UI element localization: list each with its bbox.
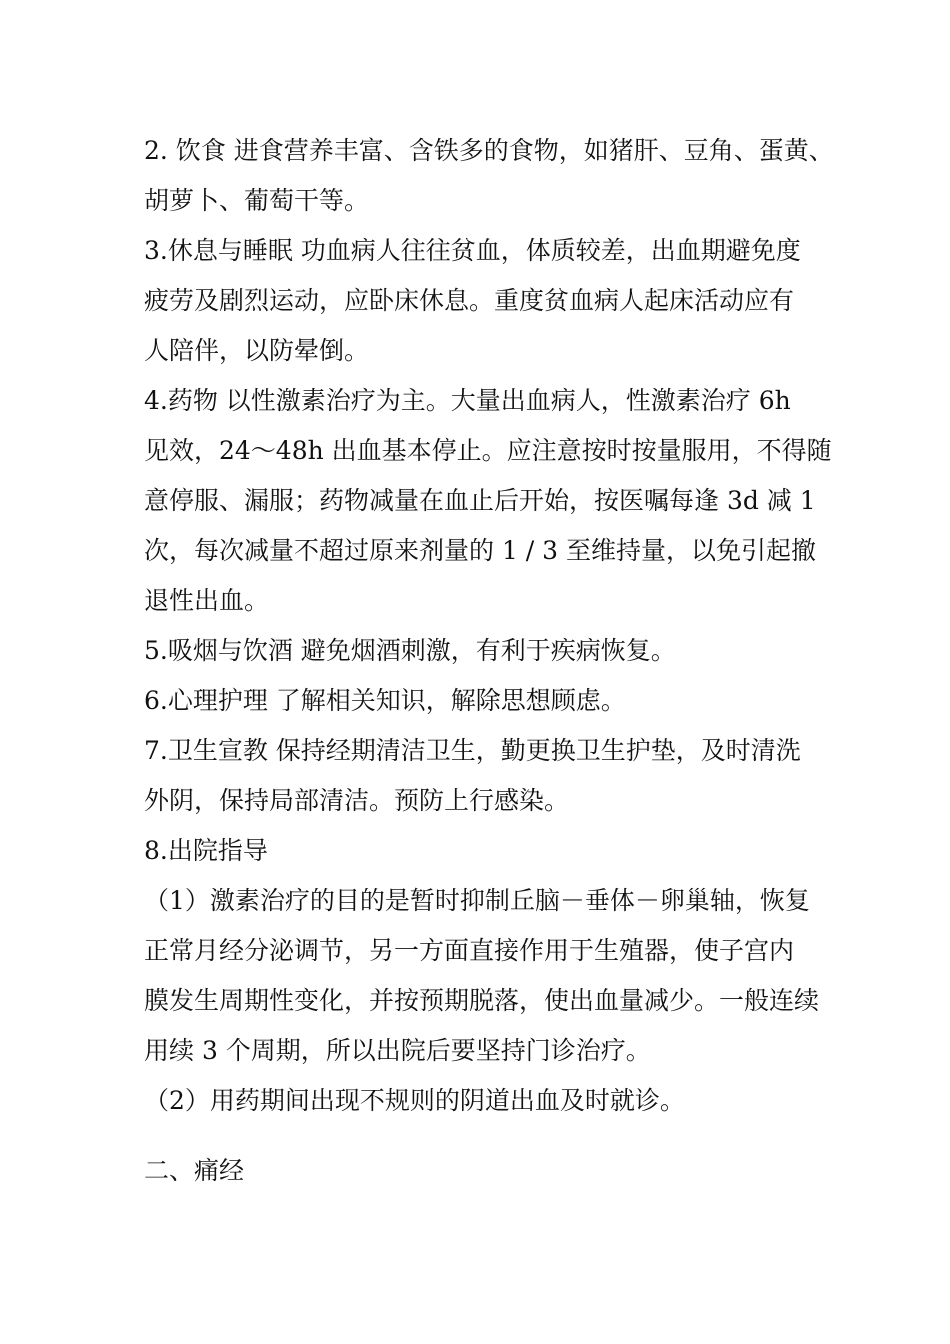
text-line: 见效，24～48h 出血基本停止。应注意按时按量服用，不得随 (144, 436, 832, 465)
text-line: 用续 3 个周期，所以出院后要坚持门诊治疗。 (144, 1036, 651, 1065)
text-line: 5.吸烟与饮酒 避免烟酒刺激，有利于疾病恢复。 (144, 636, 676, 665)
text-line: 次，每次减量不超过原来剂量的 1 / 3 至维持量，以免引起撤 (144, 536, 817, 565)
text-line: 3.休息与睡眠 功血病人往往贫血，体质较差，出血期避免度 (144, 236, 801, 265)
text-line: 意停服、漏服；药物减量在血止后开始，按医嘱每逢 3d 减 1 (144, 486, 816, 515)
text-line: 正常月经分泌调节，另一方面直接作用于生殖器，使子宫内 (144, 936, 795, 965)
text-line: 7.卫生宣教 保持经期清洁卫生，勤更换卫生护垫，及时清洗 (144, 736, 801, 765)
text-line: （2）用药期间出现不规则的阴道出血及时就诊。 (144, 1086, 685, 1115)
text-line: 胡萝卜、葡萄干等。 (144, 186, 370, 215)
text-line: 疲劳及剧烈运动，应卧床休息。重度贫血病人起床活动应有 (144, 286, 795, 315)
text-line: 6.心理护理 了解相关知识，解除思想顾虑。 (144, 686, 626, 715)
text-line: 4.药物 以性激素治疗为主。大量出血病人，性激素治疗 6h (144, 386, 791, 415)
text-line: 2. 饮食 进食营养丰富、含铁多的食物，如猪肝、豆角、蛋黄、 (144, 136, 834, 165)
section-heading: 二、痛经 (144, 1156, 245, 1185)
text-line: 膜发生周期性变化，并按预期脱落，使出血量减少。一般连续 (144, 986, 820, 1015)
text-line: 退性出血。 (144, 586, 270, 615)
section-subheading: 8.出院指导 (144, 836, 268, 865)
text-line: （1）激素治疗的目的是暂时抑制丘脑－垂体－卵巢轴，恢复 (144, 886, 810, 915)
text-line: 人陪伴，以防晕倒。 (144, 336, 370, 365)
text-line: 外阴，保持局部清洁。预防上行感染。 (144, 786, 570, 815)
